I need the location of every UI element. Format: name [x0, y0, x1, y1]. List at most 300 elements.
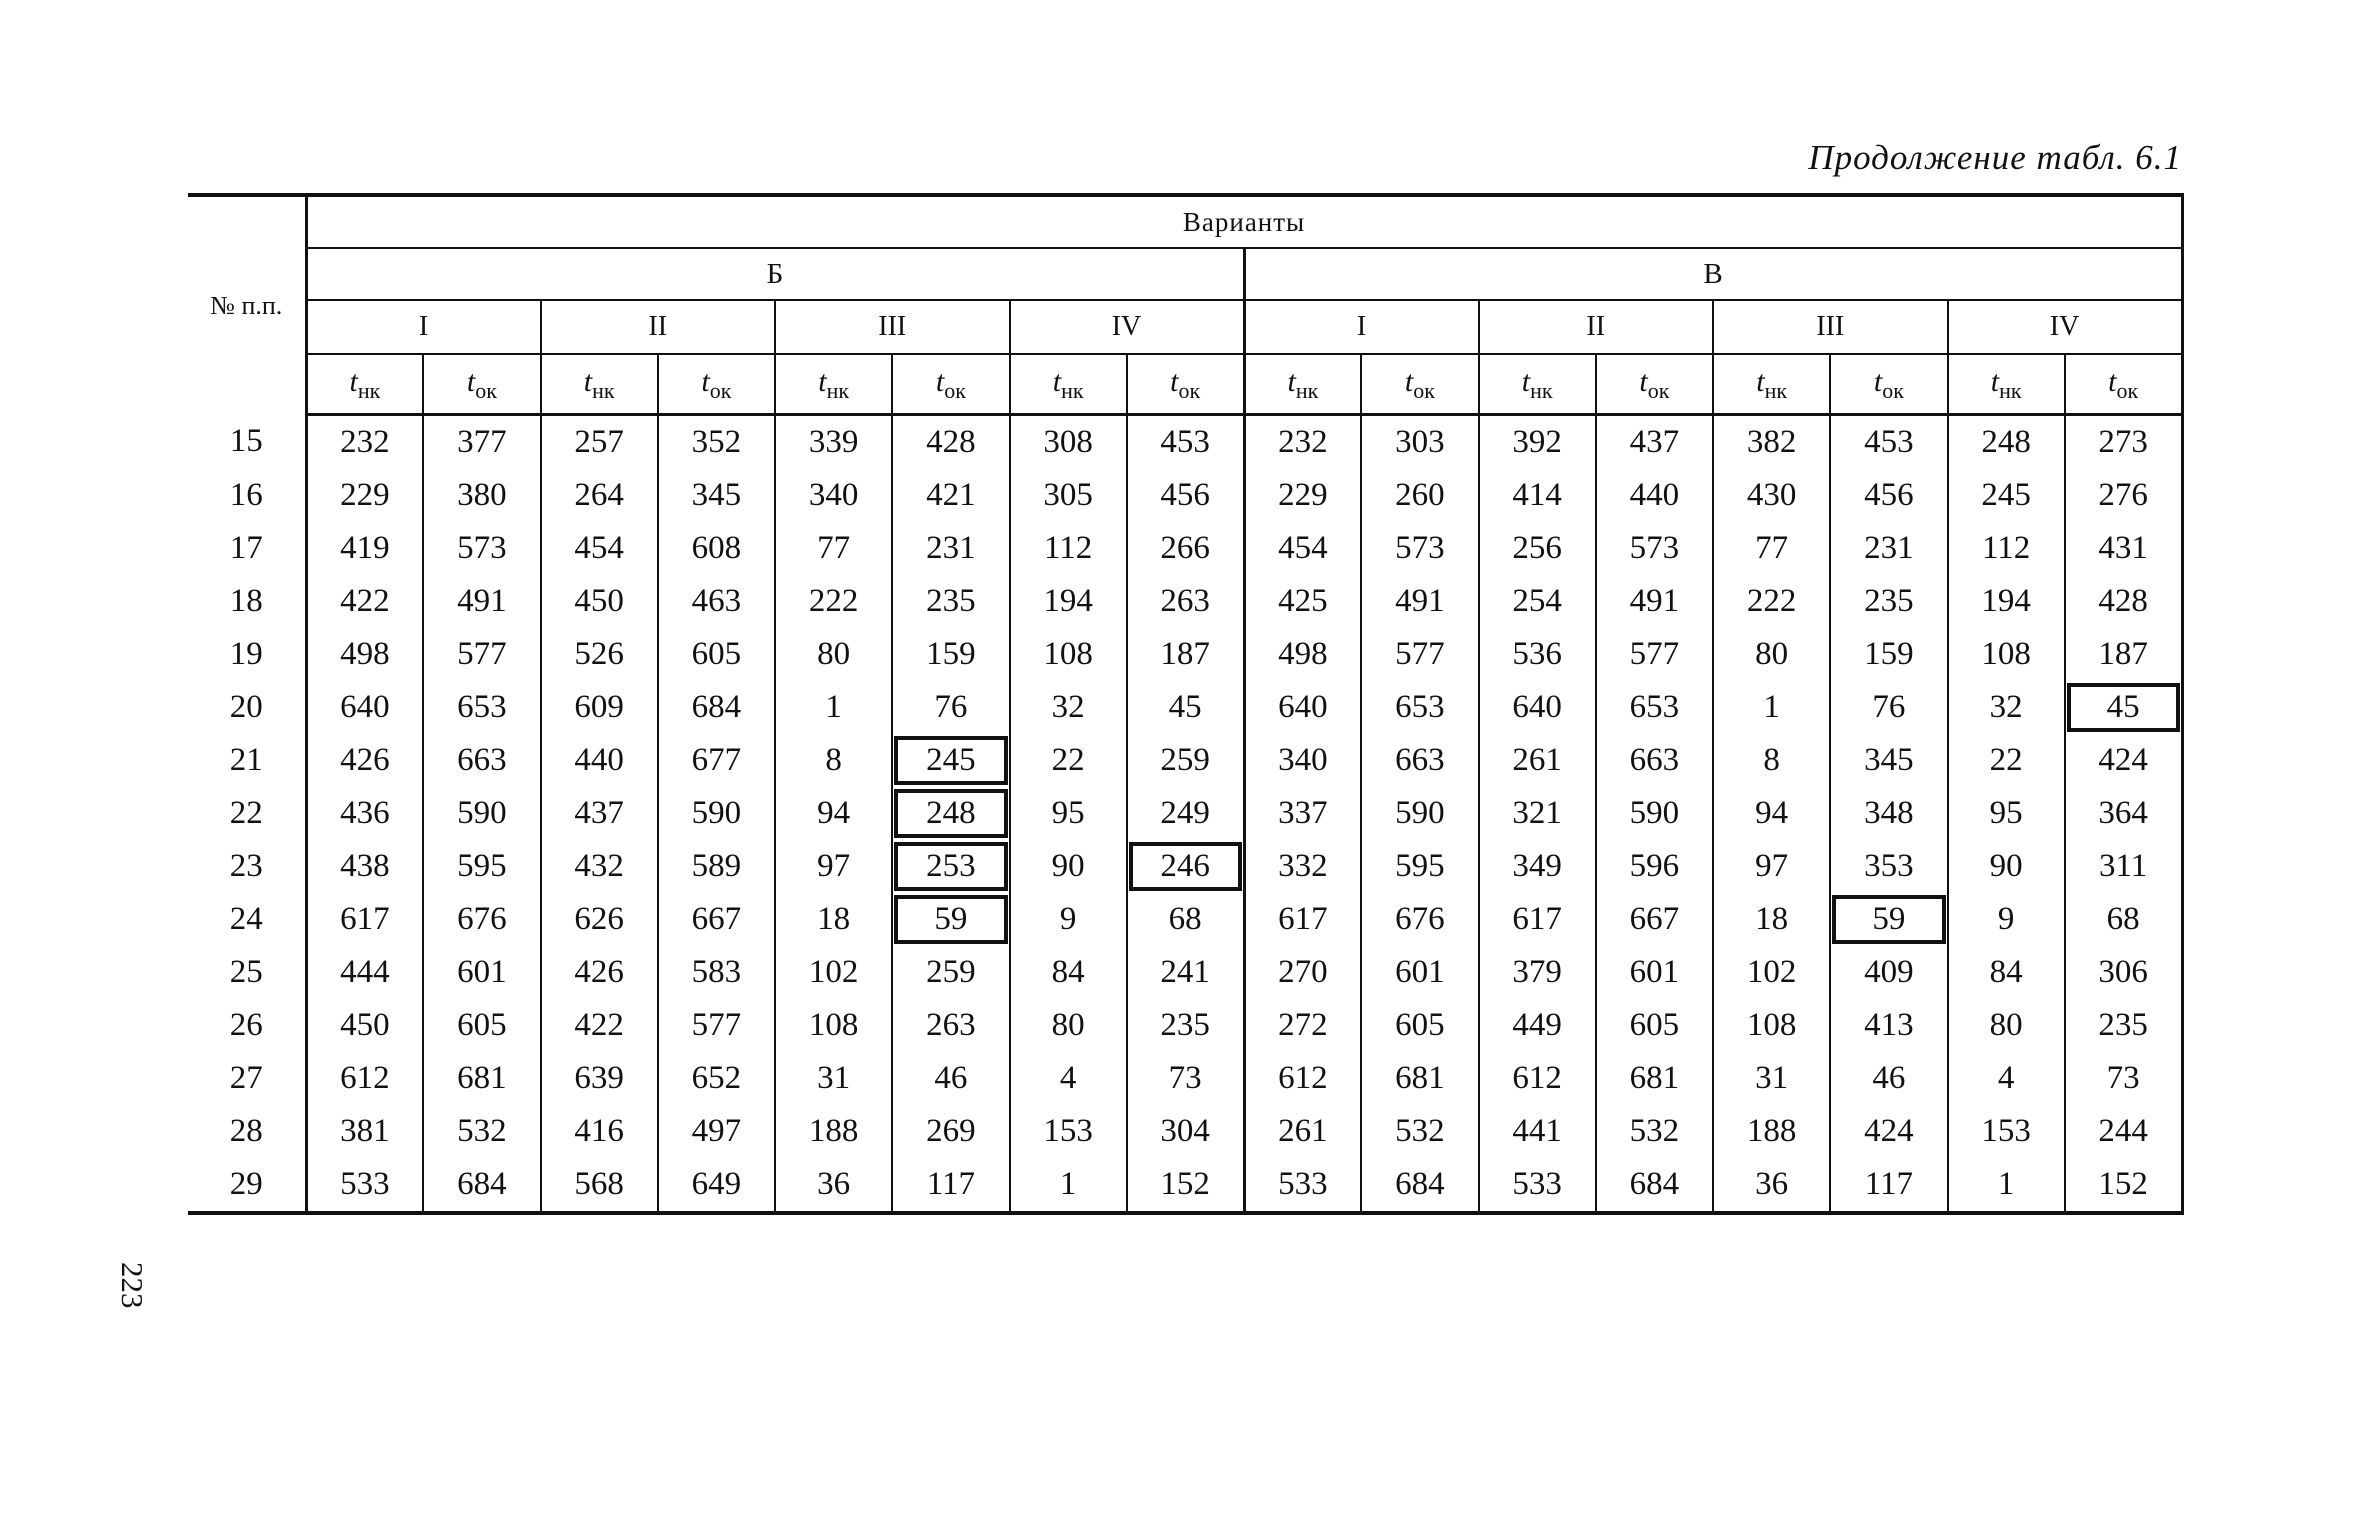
t-symbol: t — [349, 364, 358, 398]
t-end-cell: 59 — [892, 893, 1009, 946]
t-end-cell: 649 — [658, 1158, 775, 1213]
t-end-cell: 59 — [1830, 893, 1947, 946]
t-end-cell: 273 — [2065, 415, 2182, 470]
t-end-cell: 345 — [1830, 734, 1947, 787]
index-column-header: № п.п. — [188, 195, 306, 415]
t-start-cell: 612 — [306, 1052, 423, 1105]
t-end-cell: 76 — [892, 681, 1009, 734]
t-end-cell: 159 — [892, 628, 1009, 681]
t-start-cell: 426 — [306, 734, 423, 787]
t-end-cell: 595 — [423, 840, 540, 893]
t-start-header — [1948, 354, 2065, 415]
t-end-cell: 276 — [2065, 469, 2182, 522]
t-end-cell: 235 — [1830, 575, 1947, 628]
t-start-cell: 379 — [1479, 946, 1596, 999]
t-start-cell: 90 — [1948, 840, 2065, 893]
t-end-cell: 463 — [658, 575, 775, 628]
t-end-cell: 601 — [1596, 946, 1713, 999]
t-end-cell: 663 — [1596, 734, 1713, 787]
t-end-cell: 45 — [1127, 681, 1244, 734]
t-symbol: t — [1756, 364, 1765, 398]
t-end-cell: 46 — [1830, 1052, 1947, 1105]
subgroup-header-v-2: II — [1479, 300, 1714, 354]
t-start-cell: 454 — [541, 522, 658, 575]
t-symbol: t — [583, 364, 593, 398]
t-end-cell: 577 — [1361, 628, 1478, 681]
t-start-cell: 639 — [541, 1052, 658, 1105]
t-start-header — [306, 354, 423, 415]
t-end-cell: 608 — [658, 522, 775, 575]
t-start-cell: 425 — [1244, 575, 1361, 628]
t-end-cell: 667 — [1596, 893, 1713, 946]
table-row — [188, 628, 2182, 681]
table-row — [188, 946, 2182, 999]
t-end-cell: 73 — [2065, 1052, 2182, 1105]
row-index: 24 — [188, 893, 306, 946]
t-subscript: ок — [709, 377, 732, 403]
t-end-cell: 667 — [658, 893, 775, 946]
t-start-cell: 526 — [541, 628, 658, 681]
t-start-cell: 426 — [541, 946, 658, 999]
t-end-cell: 453 — [1127, 415, 1244, 470]
t-start-cell: 498 — [306, 628, 423, 681]
t-start-cell: 416 — [541, 1105, 658, 1158]
group-header-b: Б — [306, 248, 1244, 300]
t-start-cell: 9 — [1948, 893, 2065, 946]
t-end-cell: 491 — [423, 575, 540, 628]
t-subscript: нк — [357, 377, 381, 403]
t-start-cell: 94 — [775, 787, 892, 840]
table-row — [188, 469, 2182, 522]
t-subscript: нк — [592, 377, 615, 403]
t-end-cell: 68 — [2065, 893, 2182, 946]
t-start-cell: 640 — [306, 681, 423, 734]
t-start-cell: 77 — [1713, 522, 1830, 575]
row-index: 19 — [188, 628, 306, 681]
t-start-cell: 31 — [775, 1052, 892, 1105]
t-start-cell: 22 — [1948, 734, 2065, 787]
t-end-cell: 263 — [892, 999, 1009, 1052]
row-index: 22 — [188, 787, 306, 840]
t-start-cell: 188 — [1713, 1105, 1830, 1158]
t-start-cell: 80 — [1948, 999, 2065, 1052]
t-end-cell: 532 — [1596, 1105, 1713, 1158]
t-symbol: t — [2108, 364, 2117, 398]
t-end-cell: 260 — [1361, 469, 1478, 522]
page-number: 223 — [115, 1262, 150, 1309]
t-end-cell: 583 — [658, 946, 775, 999]
t-end-cell: 152 — [1127, 1158, 1244, 1213]
subgroup-header-v-1: I — [1244, 300, 1479, 354]
t-start-cell: 609 — [541, 681, 658, 734]
t-start-cell: 419 — [306, 522, 423, 575]
t-start-cell: 80 — [1713, 628, 1830, 681]
t-start-cell: 1 — [1713, 681, 1830, 734]
t-end-cell: 456 — [1830, 469, 1947, 522]
t-start-cell: 77 — [775, 522, 892, 575]
t-start-cell: 229 — [1244, 469, 1361, 522]
t-start-cell: 261 — [1244, 1105, 1361, 1158]
t-subscript: ок — [1647, 377, 1670, 403]
t-end-cell: 263 — [1127, 575, 1244, 628]
t-end-cell: 428 — [892, 415, 1009, 470]
t-end-header — [1596, 354, 1713, 415]
t-end-cell: 653 — [1596, 681, 1713, 734]
t-start-cell: 102 — [1713, 946, 1830, 999]
t-start-cell: 381 — [306, 1105, 423, 1158]
t-end-cell: 187 — [1127, 628, 1244, 681]
table-row — [188, 522, 2182, 575]
variants-header: Варианты — [306, 195, 2182, 248]
t-end-cell: 306 — [2065, 946, 2182, 999]
t-end-cell: 241 — [1127, 946, 1244, 999]
t-start-cell: 272 — [1244, 999, 1361, 1052]
t-end-cell: 431 — [2065, 522, 2182, 575]
t-start-cell: 437 — [541, 787, 658, 840]
t-start-cell: 94 — [1713, 787, 1830, 840]
table-row — [188, 1158, 2182, 1213]
t-end-cell: 364 — [2065, 787, 2182, 840]
t-start-cell: 321 — [1479, 787, 1596, 840]
t-end-cell: 590 — [423, 787, 540, 840]
t-start-cell: 18 — [775, 893, 892, 946]
t-subscript: нк — [1061, 377, 1084, 403]
row-index: 23 — [188, 840, 306, 893]
t-start-cell: 4 — [1948, 1052, 2065, 1105]
t-symbol: t — [1052, 364, 1062, 398]
t-start-cell: 232 — [306, 415, 423, 470]
t-start-cell: 112 — [1948, 522, 2065, 575]
t-end-cell: 380 — [423, 469, 540, 522]
t-end-cell: 421 — [892, 469, 1009, 522]
t-end-cell: 311 — [2065, 840, 2182, 893]
t-start-cell: 8 — [1713, 734, 1830, 787]
t-start-cell: 436 — [306, 787, 423, 840]
row-index: 21 — [188, 734, 306, 787]
t-start-header — [1479, 354, 1596, 415]
t-symbol: t — [701, 364, 710, 398]
t-start-cell: 257 — [541, 415, 658, 470]
t-end-cell: 231 — [1830, 522, 1947, 575]
t-start-cell: 264 — [541, 469, 658, 522]
t-start-cell: 349 — [1479, 840, 1596, 893]
t-start-cell: 414 — [1479, 469, 1596, 522]
t-start-cell: 84 — [1948, 946, 2065, 999]
t-start-cell: 194 — [1948, 575, 2065, 628]
subgroup-header-b-1: I — [306, 300, 541, 354]
t-start-cell: 108 — [775, 999, 892, 1052]
subgroup-header-b-2: II — [541, 300, 776, 354]
t-start-cell: 392 — [1479, 415, 1596, 470]
t-end-cell: 595 — [1361, 840, 1478, 893]
t-start-cell: 339 — [775, 415, 892, 470]
subgroup-header-v-3: III — [1713, 300, 1948, 354]
t-start-cell: 108 — [1713, 999, 1830, 1052]
t-start-cell: 382 — [1713, 415, 1830, 470]
t-end-cell: 117 — [1830, 1158, 1947, 1213]
table-row — [188, 734, 2182, 787]
t-end-cell: 235 — [892, 575, 1009, 628]
t-start-cell: 261 — [1479, 734, 1596, 787]
t-start-cell: 337 — [1244, 787, 1361, 840]
t-end-header — [423, 354, 540, 415]
t-end-cell: 491 — [1361, 575, 1478, 628]
t-end-cell: 46 — [892, 1052, 1009, 1105]
t-end-cell: 653 — [1361, 681, 1478, 734]
t-end-cell: 605 — [423, 999, 540, 1052]
t-start-cell: 438 — [306, 840, 423, 893]
table-row — [188, 1105, 2182, 1158]
t-start-cell: 153 — [1948, 1105, 2065, 1158]
t-subscript: ок — [1178, 377, 1201, 403]
t-end-cell: 428 — [2065, 575, 2182, 628]
t-end-cell: 345 — [658, 469, 775, 522]
t-end-cell: 577 — [1596, 628, 1713, 681]
t-end-cell: 663 — [1361, 734, 1478, 787]
t-end-cell: 605 — [658, 628, 775, 681]
t-symbol: t — [1521, 364, 1531, 398]
t-end-cell: 684 — [1361, 1158, 1478, 1213]
t-end-cell: 573 — [1596, 522, 1713, 575]
table-row — [188, 415, 2182, 470]
t-end-cell: 409 — [1830, 946, 1947, 999]
t-end-cell: 497 — [658, 1105, 775, 1158]
t-end-header — [892, 354, 1009, 415]
t-subscript: ок — [475, 377, 497, 403]
t-end-cell: 652 — [658, 1052, 775, 1105]
table-caption: Продолжение табл. 6.1 — [1808, 138, 2182, 177]
t-start-cell: 80 — [775, 628, 892, 681]
t-subscript: нк — [1999, 377, 2022, 403]
t-subscript: нк — [1530, 377, 1553, 403]
t-end-cell: 245 — [892, 734, 1009, 787]
t-end-cell: 681 — [423, 1052, 540, 1105]
t-end-cell: 246 — [1127, 840, 1244, 893]
t-symbol: t — [1990, 364, 2000, 398]
t-end-cell: 159 — [1830, 628, 1947, 681]
t-start-cell: 95 — [1010, 787, 1127, 840]
t-end-cell: 453 — [1830, 415, 1947, 470]
t-start-cell: 422 — [306, 575, 423, 628]
t-subscript: ок — [944, 377, 966, 403]
t-start-cell: 229 — [306, 469, 423, 522]
t-start-cell: 31 — [1713, 1052, 1830, 1105]
t-start-cell: 533 — [1244, 1158, 1361, 1213]
t-end-cell: 577 — [423, 628, 540, 681]
t-end-cell: 491 — [1596, 575, 1713, 628]
t-end-cell: 589 — [658, 840, 775, 893]
t-symbol: t — [1639, 364, 1648, 398]
t-end-cell: 266 — [1127, 522, 1244, 575]
variants-table — [188, 193, 2184, 1215]
t-start-cell: 248 — [1948, 415, 2065, 470]
t-end-cell: 663 — [423, 734, 540, 787]
t-start-cell: 612 — [1479, 1052, 1596, 1105]
t-start-cell: 90 — [1010, 840, 1127, 893]
t-end-cell: 424 — [2065, 734, 2182, 787]
t-subscript: ок — [2116, 377, 2139, 403]
t-start-cell: 108 — [1010, 628, 1127, 681]
t-start-cell: 617 — [1244, 893, 1361, 946]
t-start-cell: 450 — [541, 575, 658, 628]
row-index: 18 — [188, 575, 306, 628]
t-end-cell: 348 — [1830, 787, 1947, 840]
t-symbol: t — [1287, 364, 1296, 398]
t-end-cell: 249 — [1127, 787, 1244, 840]
t-end-cell: 676 — [1361, 893, 1478, 946]
row-index: 17 — [188, 522, 306, 575]
t-end-cell: 73 — [1127, 1052, 1244, 1105]
row-index: 25 — [188, 946, 306, 999]
t-start-cell: 232 — [1244, 415, 1361, 470]
t-end-cell: 684 — [658, 681, 775, 734]
t-end-cell: 231 — [892, 522, 1009, 575]
t-start-cell: 153 — [1010, 1105, 1127, 1158]
t-start-cell: 84 — [1010, 946, 1127, 999]
t-start-cell: 617 — [306, 893, 423, 946]
t-symbol: t — [1170, 364, 1179, 398]
t-end-header — [1830, 354, 1947, 415]
t-end-cell: 653 — [423, 681, 540, 734]
table-row — [188, 893, 2182, 946]
t-start-cell: 108 — [1948, 628, 2065, 681]
subgroup-header-b-3: III — [775, 300, 1010, 354]
t-start-cell: 612 — [1244, 1052, 1361, 1105]
t-subscript: ок — [1413, 377, 1435, 403]
subgroup-header-v-4: IV — [1948, 300, 2183, 354]
t-end-cell: 353 — [1830, 840, 1947, 893]
t-start-header — [1010, 354, 1127, 415]
t-start-cell: 432 — [541, 840, 658, 893]
t-start-cell: 454 — [1244, 522, 1361, 575]
t-start-cell: 498 — [1244, 628, 1361, 681]
row-index: 20 — [188, 681, 306, 734]
t-start-cell: 36 — [775, 1158, 892, 1213]
t-end-cell: 681 — [1361, 1052, 1478, 1105]
t-end-cell: 676 — [423, 893, 540, 946]
t-end-cell: 577 — [658, 999, 775, 1052]
t-start-cell: 188 — [775, 1105, 892, 1158]
t-symbol: t — [1404, 364, 1414, 398]
t-end-cell: 573 — [423, 522, 540, 575]
t-end-cell: 590 — [1596, 787, 1713, 840]
table-row — [188, 999, 2182, 1052]
t-end-cell: 437 — [1596, 415, 1713, 470]
t-end-cell: 590 — [1361, 787, 1478, 840]
t-start-cell: 332 — [1244, 840, 1361, 893]
t-start-cell: 430 — [1713, 469, 1830, 522]
t-start-cell: 254 — [1479, 575, 1596, 628]
t-start-cell: 449 — [1479, 999, 1596, 1052]
t-start-cell: 1 — [775, 681, 892, 734]
group-header-v: В — [1244, 248, 2182, 300]
t-start-cell: 536 — [1479, 628, 1596, 681]
row-index: 29 — [188, 1158, 306, 1213]
t-symbol: t — [935, 364, 945, 398]
t-end-header — [1127, 354, 1244, 415]
t-end-cell: 532 — [423, 1105, 540, 1158]
t-start-cell: 97 — [1713, 840, 1830, 893]
t-start-cell: 533 — [306, 1158, 423, 1213]
t-end-cell: 605 — [1596, 999, 1713, 1052]
t-start-cell: 441 — [1479, 1105, 1596, 1158]
t-end-cell: 304 — [1127, 1105, 1244, 1158]
t-end-cell: 235 — [2065, 999, 2182, 1052]
t-end-cell: 303 — [1361, 415, 1478, 470]
t-end-cell: 187 — [2065, 628, 2182, 681]
t-end-cell: 244 — [2065, 1105, 2182, 1158]
row-index: 28 — [188, 1105, 306, 1158]
table-row — [188, 681, 2182, 734]
t-start-cell: 8 — [775, 734, 892, 787]
t-end-header — [1361, 354, 1478, 415]
t-end-cell: 424 — [1830, 1105, 1947, 1158]
row-index: 15 — [188, 415, 306, 470]
t-start-cell: 97 — [775, 840, 892, 893]
t-start-cell: 95 — [1948, 787, 2065, 840]
t-subscript: нк — [1295, 377, 1319, 403]
t-end-header — [658, 354, 775, 415]
t-start-cell: 444 — [306, 946, 423, 999]
t-start-cell: 36 — [1713, 1158, 1830, 1213]
t-start-header — [541, 354, 658, 415]
t-start-cell: 256 — [1479, 522, 1596, 575]
t-start-cell: 245 — [1948, 469, 2065, 522]
t-start-cell: 533 — [1479, 1158, 1596, 1213]
t-start-cell: 440 — [541, 734, 658, 787]
t-start-header — [1244, 354, 1361, 415]
t-start-cell: 22 — [1010, 734, 1127, 787]
t-start-cell: 1 — [1010, 1158, 1127, 1213]
t-end-cell: 596 — [1596, 840, 1713, 893]
t-end-cell: 235 — [1127, 999, 1244, 1052]
t-symbol: t — [818, 364, 827, 398]
t-end-cell: 601 — [423, 946, 540, 999]
subgroup-header-b-4: IV — [1010, 300, 1245, 354]
t-start-header — [775, 354, 892, 415]
t-end-cell: 152 — [2065, 1158, 2182, 1213]
t-start-cell: 640 — [1479, 681, 1596, 734]
t-start-cell: 18 — [1713, 893, 1830, 946]
t-end-cell: 413 — [1830, 999, 1947, 1052]
t-symbol: t — [1873, 364, 1883, 398]
t-start-cell: 32 — [1948, 681, 2065, 734]
t-end-cell: 377 — [423, 415, 540, 470]
t-start-cell: 32 — [1010, 681, 1127, 734]
t-start-cell: 222 — [775, 575, 892, 628]
t-symbol: t — [466, 364, 476, 398]
t-end-cell: 68 — [1127, 893, 1244, 946]
t-start-cell: 112 — [1010, 522, 1127, 575]
t-start-cell: 450 — [306, 999, 423, 1052]
t-end-cell: 605 — [1361, 999, 1478, 1052]
t-start-cell: 340 — [775, 469, 892, 522]
t-end-cell: 677 — [658, 734, 775, 787]
t-end-cell: 45 — [2065, 681, 2182, 734]
t-start-cell: 222 — [1713, 575, 1830, 628]
t-end-cell: 684 — [1596, 1158, 1713, 1213]
t-end-cell: 601 — [1361, 946, 1478, 999]
t-start-cell: 1 — [1948, 1158, 2065, 1213]
table-row — [188, 575, 2182, 628]
t-end-cell: 253 — [892, 840, 1009, 893]
row-index: 27 — [188, 1052, 306, 1105]
t-start-cell: 4 — [1010, 1052, 1127, 1105]
t-end-cell: 259 — [1127, 734, 1244, 787]
t-end-cell: 684 — [423, 1158, 540, 1213]
t-start-cell: 102 — [775, 946, 892, 999]
t-end-cell: 681 — [1596, 1052, 1713, 1105]
